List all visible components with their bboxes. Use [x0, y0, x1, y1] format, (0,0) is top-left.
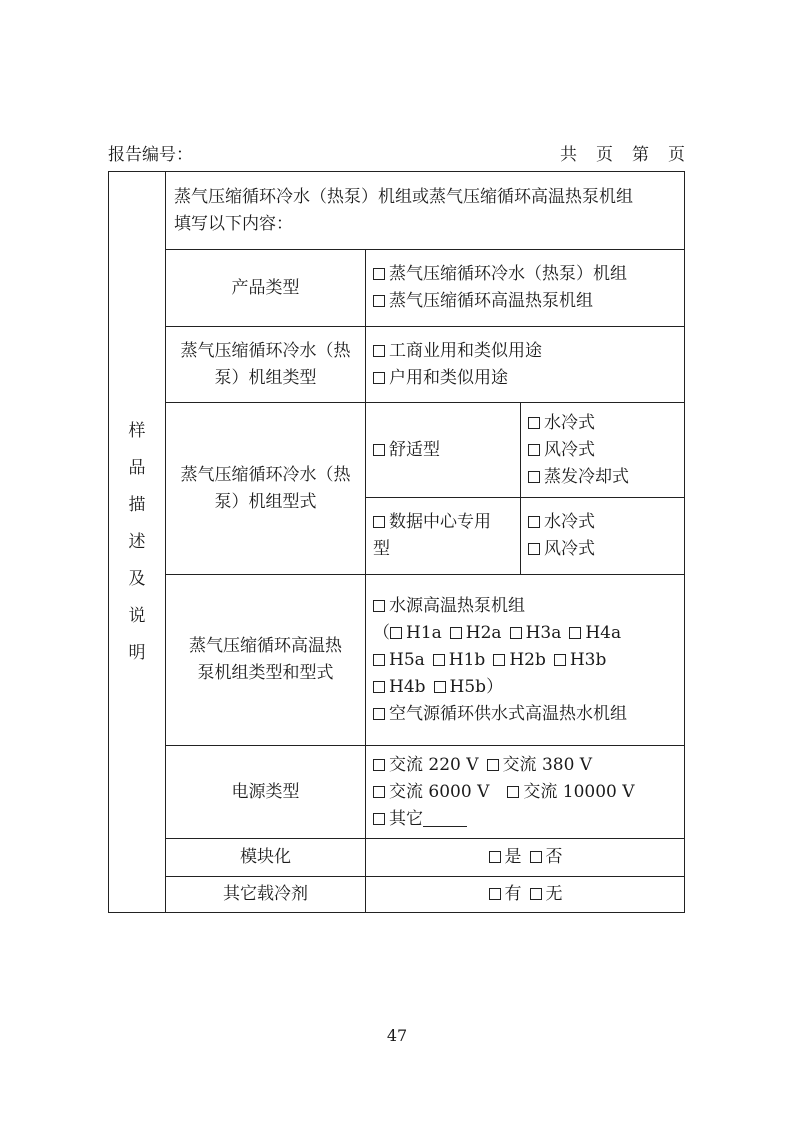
side-label-char: 描 — [128, 494, 146, 515]
cooling-option[interactable] — [528, 536, 685, 563]
comfort-cooling-options — [520, 402, 685, 497]
label-line: 蒸气压缩循环高温热 — [189, 636, 342, 656]
modular-options — [365, 838, 685, 876]
option-text: 无 — [545, 884, 563, 904]
power-option-row — [373, 752, 685, 779]
checkbox[interactable] — [373, 681, 385, 693]
secondary-refrigerant-options — [365, 876, 685, 912]
chiller-category-option[interactable] — [373, 338, 685, 365]
cooling-option[interactable] — [528, 464, 685, 491]
code-text: H4a — [585, 622, 622, 643]
intro-cell — [165, 172, 685, 249]
checkbox[interactable] — [530, 888, 542, 900]
checkbox[interactable] — [528, 417, 540, 429]
option-text: 其它 — [389, 808, 423, 829]
option-text: 交流 6000 V — [389, 781, 490, 802]
checkbox[interactable] — [373, 268, 385, 280]
option-text: 蒸气压缩循环高温热泵机组 — [389, 291, 593, 311]
checkbox[interactable] — [554, 654, 566, 666]
checkbox[interactable] — [373, 345, 385, 357]
chiller-category-label — [165, 326, 365, 402]
checkbox[interactable] — [373, 600, 385, 612]
power-label — [165, 745, 365, 838]
option-text: 交流 380 V — [502, 754, 593, 775]
checkbox[interactable] — [373, 372, 385, 384]
checkbox[interactable] — [433, 654, 445, 666]
option-text: 有 — [504, 884, 522, 904]
power-other-option[interactable] — [373, 806, 685, 833]
comfort-type[interactable] — [365, 402, 520, 497]
intro-line-2: 填写以下内容： — [174, 213, 293, 234]
option-text: 舒适型 — [389, 439, 440, 460]
option-text: 户用和类似用途 — [389, 367, 508, 388]
checkbox[interactable] — [373, 295, 385, 307]
cooling-option[interactable] — [528, 437, 685, 464]
product-type-options — [365, 249, 685, 326]
code-text: H2a — [465, 622, 502, 643]
option-text: 空气源循环供水式高温热水机组 — [389, 703, 627, 724]
option-text: 水冷式 — [544, 412, 595, 433]
modular-label-text: 模块化 — [240, 847, 291, 867]
checkbox[interactable] — [528, 516, 540, 528]
paren: ） — [486, 676, 504, 697]
page-number: 47 — [386, 1026, 408, 1045]
option-text: 交流 220 V — [389, 754, 479, 775]
label-line: 蒸气压缩循环冷水（热 — [180, 464, 351, 485]
total-label: 共 — [560, 145, 578, 165]
checkbox[interactable] — [489, 851, 501, 863]
checkbox[interactable] — [528, 543, 540, 555]
checkbox[interactable] — [373, 654, 385, 666]
modular-label — [165, 838, 365, 876]
intro-line-1: 蒸气压缩循环冷水（热泵）机组或蒸气压缩循环高温热泵机组 — [174, 186, 633, 207]
cooling-option[interactable] — [528, 509, 685, 536]
secondary-refrigerant-label-text: 其它载冷剂 — [223, 884, 308, 904]
water-source-option[interactable] — [373, 593, 685, 620]
option-text: 蒸发冷却式 — [544, 466, 629, 487]
checkbox[interactable] — [390, 627, 402, 639]
page-count — [542, 140, 686, 165]
paren: （ — [373, 622, 390, 643]
option-text: 蒸气压缩循环冷水（热泵）机组 — [389, 264, 627, 284]
page-label-2: 页 — [668, 145, 686, 165]
option-text-cont: 型 — [373, 539, 390, 559]
chiller-category-option[interactable] — [373, 365, 685, 392]
option-text: 否 — [545, 847, 563, 867]
label-line: 泵）机组型式 — [214, 491, 317, 512]
code-text: H3b — [569, 649, 607, 670]
product-type-option[interactable] — [373, 288, 685, 315]
side-label-char: 述 — [128, 531, 146, 552]
chiller-category-options — [365, 326, 685, 402]
checkbox[interactable] — [487, 759, 499, 771]
report-number-label: 报告编号： — [108, 145, 193, 165]
product-type-label-text: 产品类型 — [231, 277, 300, 298]
code-text: H1a — [406, 622, 442, 643]
side-label — [109, 172, 165, 912]
option-text: 工商业用和类似用途 — [389, 340, 542, 361]
option-text: 风冷式 — [544, 539, 595, 559]
report-header — [108, 140, 686, 164]
datacenter-type[interactable] — [365, 497, 520, 574]
label-line: 泵机组类型和型式 — [197, 663, 334, 683]
side-label-char: 说 — [128, 605, 146, 626]
checkbox[interactable] — [530, 851, 542, 863]
label-line: 泵）机组类型 — [214, 367, 317, 388]
side-label-char: 及 — [128, 568, 146, 589]
code-text: H3a — [525, 622, 562, 643]
high-temp-code-row — [373, 674, 685, 701]
checkbox[interactable] — [528, 471, 540, 483]
checkbox[interactable] — [434, 681, 446, 693]
checkbox[interactable] — [528, 444, 540, 456]
cooling-option[interactable] — [528, 410, 685, 437]
high-temp-code-row — [373, 620, 685, 647]
side-label-char: 明 — [128, 642, 146, 663]
option-text: 水源高温热泵机组 — [389, 595, 525, 616]
option-text: 是 — [504, 847, 522, 867]
option-text: 交流 10000 V — [523, 781, 635, 802]
high-temp-code-row — [373, 647, 685, 674]
power-options — [365, 745, 685, 838]
checkbox[interactable] — [450, 627, 462, 639]
secondary-refrigerant-label — [165, 876, 365, 912]
checkbox[interactable] — [569, 627, 581, 639]
product-type-label — [165, 249, 365, 326]
chiller-form-label — [165, 402, 365, 574]
air-source-option[interactable] — [373, 701, 685, 728]
datacenter-cooling-options — [520, 497, 685, 574]
checkbox[interactable] — [493, 654, 505, 666]
product-type-option[interactable] — [373, 261, 685, 288]
code-text: H2b — [509, 649, 546, 670]
label-line: 蒸气压缩循环冷水（热 — [180, 340, 351, 361]
checkbox[interactable] — [373, 516, 385, 528]
checkbox[interactable] — [373, 759, 385, 771]
option-text: 风冷式 — [544, 439, 595, 460]
checkbox[interactable] — [489, 888, 501, 900]
sample-description-table — [108, 171, 685, 913]
code-text: H4b — [389, 676, 426, 697]
high-temp-options — [365, 574, 685, 745]
option-text: 水冷式 — [544, 512, 595, 532]
power-option-row — [373, 779, 685, 806]
side-label-char: 品 — [128, 457, 146, 478]
checkbox[interactable] — [510, 627, 522, 639]
code-text: H5a — [389, 649, 425, 670]
checkbox[interactable] — [373, 708, 385, 720]
checkbox[interactable] — [373, 786, 385, 798]
high-temp-label — [165, 574, 365, 745]
power-label-text: 电源类型 — [231, 781, 300, 802]
checkbox[interactable] — [373, 444, 385, 456]
code-text: H5b — [449, 676, 487, 697]
option-text: 数据中心专用 — [389, 512, 491, 532]
side-label-char: 样 — [128, 420, 146, 441]
checkbox[interactable] — [507, 786, 519, 798]
code-text: H1b — [448, 649, 486, 670]
fill-in-blank[interactable] — [423, 810, 467, 827]
nth-label: 第 — [632, 145, 650, 165]
checkbox[interactable] — [373, 813, 385, 825]
page-label: 页 — [596, 145, 614, 165]
